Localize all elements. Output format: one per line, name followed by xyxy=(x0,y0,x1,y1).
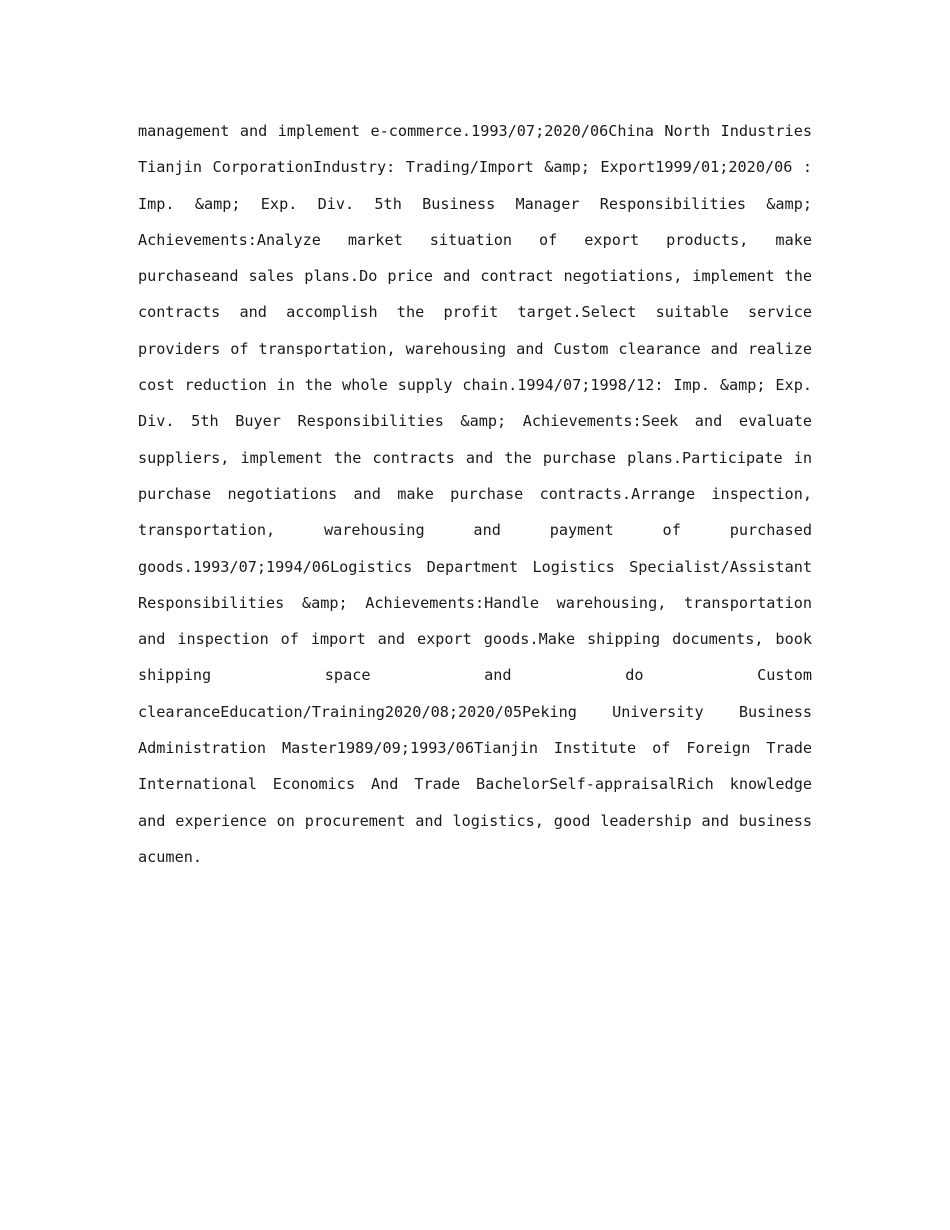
body-paragraph: management and implement e-commerce.1993/07;2020/06China North Industries Tianjin CorporationIndustry: Trading/Import &amp; Export1999/01;2020/06 : Imp. &amp; Exp. Div. 5th Business Manager Responsibilities &amp; Achievements:Analyze market situation of export products, make purchaseand sales plans.Do price and contract negotiations, implement the contracts and accomplish the profit target.Select suitable service providers of transportation, warehousing and Custom clearance and realize cost reduction in the whole supply chain.1994/07;1998/12: Imp. &amp; Exp. Div. 5th Buyer Responsibilities &amp; Achievements:Seek and evaluate suppliers, implement the contracts and the purchase plans.Participate in purchase negotiations and make purchase contracts.Arrange inspection, transportation, warehousing and payment of purchased goods.1993/07;1994/06Logistics Department Logistics Specialist/Assistant Responsibilities &amp; Achievements:Handle warehousing, transportation and inspection of import and export goods.Make shipping documents, book shipping space and do Custom clearanceEducation/Training2020/08;2020/05Peking University Business Administration Master1989/09;1993/06Tianjin Institute of Foreign Trade International Economics And Trade BachelorSelf-appraisalRich knowledge and experience on procurement and logistics, good leadership and business acumen. xyxy=(138,122,812,866)
